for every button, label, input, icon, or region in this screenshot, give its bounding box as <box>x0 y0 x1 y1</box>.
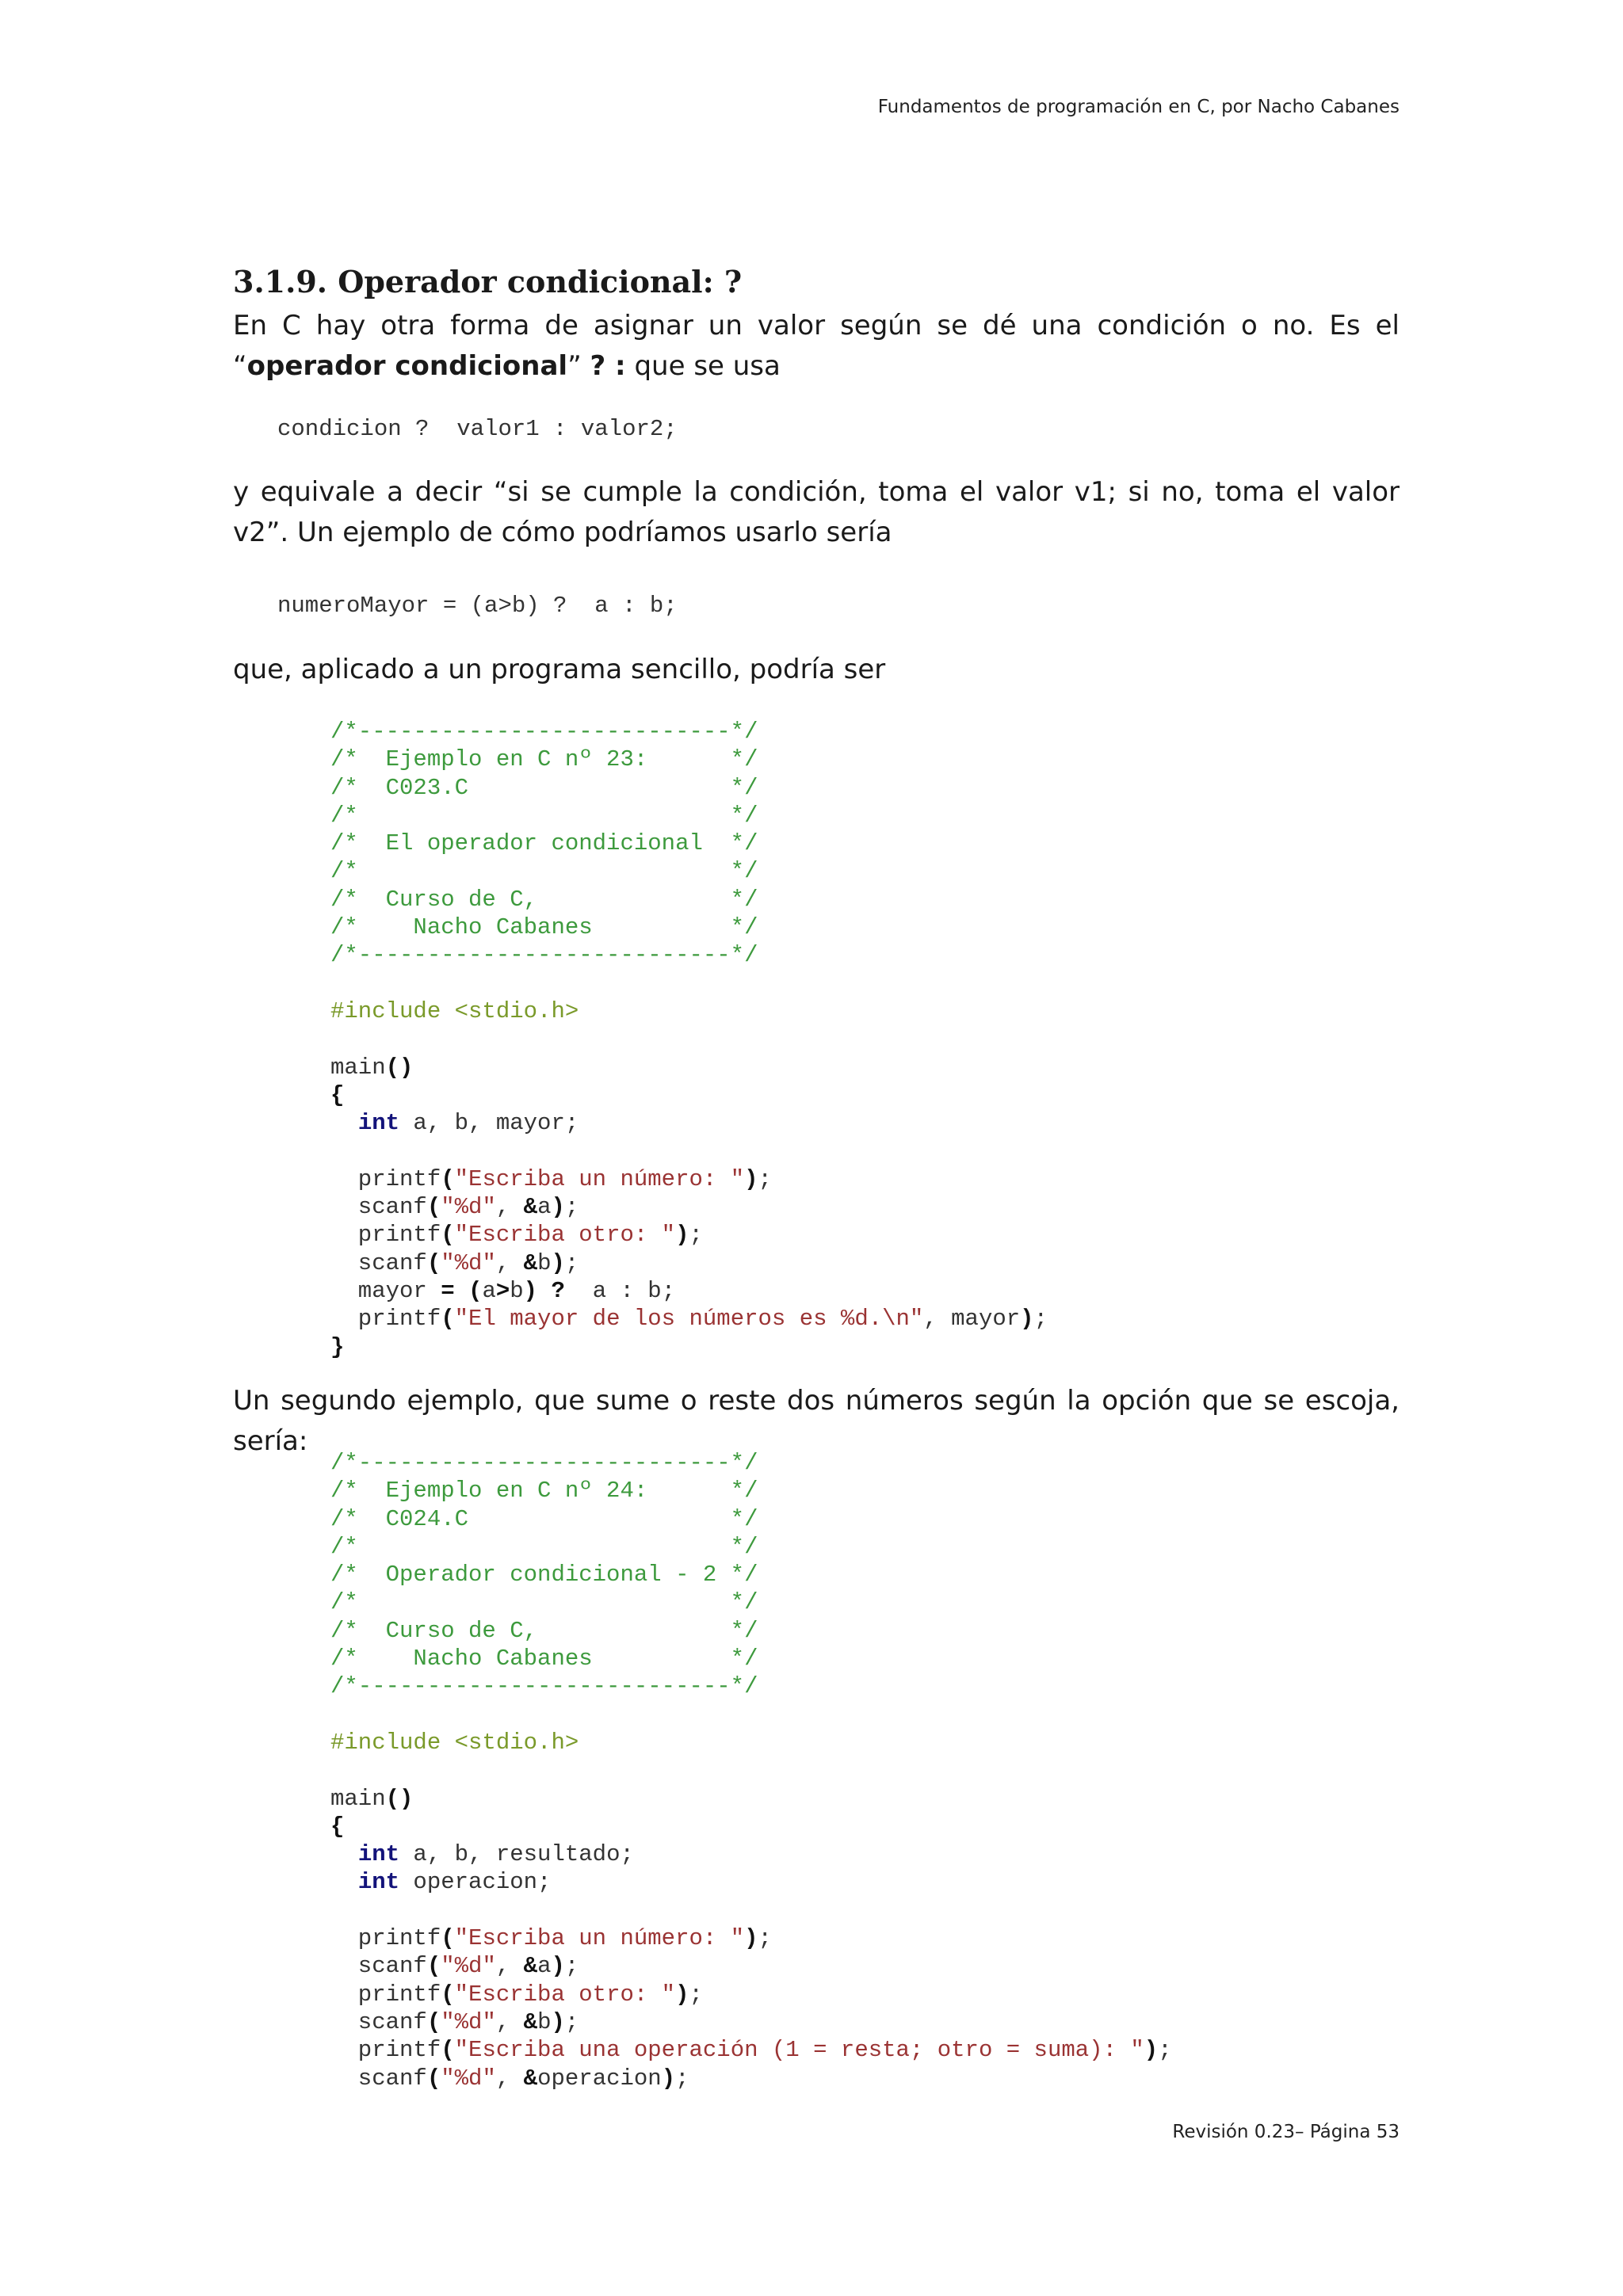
code-comment: /* C023.C */ <box>330 774 758 801</box>
code-scanf: scanf("%d", &b); <box>330 1249 579 1276</box>
page-footer: Revisión 0.23– Página 53 <box>1172 2122 1400 2142</box>
code-comment: /* C024.C */ <box>330 1505 758 1532</box>
code-comment: /* Nacho Cabanes */ <box>330 914 758 941</box>
code-blank <box>330 1137 1048 1165</box>
code-comment: /* Nacho Cabanes */ <box>330 1646 758 1672</box>
code-printf: printf("Escriba una operación (1 = resta; otro = suma): "); <box>330 2037 1172 2064</box>
running-header: Fundamentos de programación en C, por Nacho Cabanes <box>877 97 1400 117</box>
example-code: numeroMayor = (a>b) ? a : b; <box>277 593 678 619</box>
section-title: 3.1.9. Operador condicional: ? <box>233 264 743 299</box>
code-include: #include <stdio.h> <box>330 1729 579 1756</box>
code-scanf: scanf("%d", &a); <box>330 1194 579 1221</box>
code-printf: printf("Escriba otro: "); <box>330 1222 703 1249</box>
code-main: main() <box>330 1785 414 1812</box>
code-scanf: scanf("%d", &b); <box>330 2008 579 2035</box>
code-comment: /* Ejemplo en C nº 23: */ <box>330 746 758 773</box>
code-comment: /*---------------------------*/ <box>330 1450 758 1476</box>
code-scanf: scanf("%d", &operacion); <box>330 2065 689 2092</box>
code-scanf: scanf("%d", &a); <box>330 1953 579 1980</box>
code-blank <box>330 1701 1172 1729</box>
code-include: #include <stdio.h> <box>330 997 579 1024</box>
syntax-code: condicion ? valor1 : valor2; <box>277 416 678 442</box>
code-brace-open: { <box>330 1813 345 1840</box>
code-blank <box>330 970 1048 997</box>
code-assignment: mayor = (a>b) ? a : b; <box>330 1277 676 1304</box>
code-comment: /* Curso de C, */ <box>330 1617 758 1644</box>
code-brace-close: } <box>330 1333 345 1360</box>
code-block-1 <box>330 718 1048 1361</box>
code-comment: /* Ejemplo en C nº 24: */ <box>330 1478 758 1505</box>
code-comment: /* Curso de C, */ <box>330 886 758 913</box>
code-comment: /*---------------------------*/ <box>330 719 758 745</box>
code-printf: printf("Escriba un número: "); <box>330 1165 772 1192</box>
code-blank <box>330 1897 1172 1924</box>
code-comment: /*---------------------------*/ <box>330 942 758 969</box>
code-blank <box>330 1756 1172 1784</box>
code-comment: /* */ <box>330 1589 758 1616</box>
code-declaration: int a, b, resultado; <box>357 1841 634 1868</box>
intro-paragraph: En C hay otra forma de asignar un valor según se dé una condición o no. Es el “operador condicional” ? : que se usa <box>233 310 1400 382</box>
code-declaration: int a, b, mayor; <box>357 1110 579 1137</box>
code-comment: /* El operador condicional */ <box>330 830 758 857</box>
code-comment: /* */ <box>330 802 758 829</box>
code-printf: printf("El mayor de los números es %d.\n", mayor); <box>330 1306 1048 1333</box>
code-printf: printf("Escriba otro: "); <box>330 1981 703 2008</box>
explain-paragraph: y equivale a decir “si se cumple la condición, toma el valor v1; si no, toma el valor v2”. Un ejemplo de cómo podríamos usarlo sería <box>233 476 1400 548</box>
code-brace-open: { <box>330 1081 345 1108</box>
code-comment: /* */ <box>330 1533 758 1560</box>
code-blank <box>330 1025 1048 1053</box>
second-example-paragraph: Un segundo ejemplo, que sume o reste dos números según la opción que se escoja, sería: <box>233 1385 1400 1457</box>
code-block-2 <box>330 1449 1172 2092</box>
applied-paragraph: que, aplicado a un programa sencillo, podría ser <box>233 654 886 685</box>
code-comment: /* Operador condicional - 2 */ <box>330 1562 758 1589</box>
code-declaration: int operacion; <box>357 1869 552 1896</box>
code-main: main() <box>330 1054 414 1081</box>
code-printf: printf("Escriba un número: "); <box>330 1925 772 1952</box>
code-comment: /* */ <box>330 858 758 885</box>
code-comment: /*---------------------------*/ <box>330 1673 758 1700</box>
